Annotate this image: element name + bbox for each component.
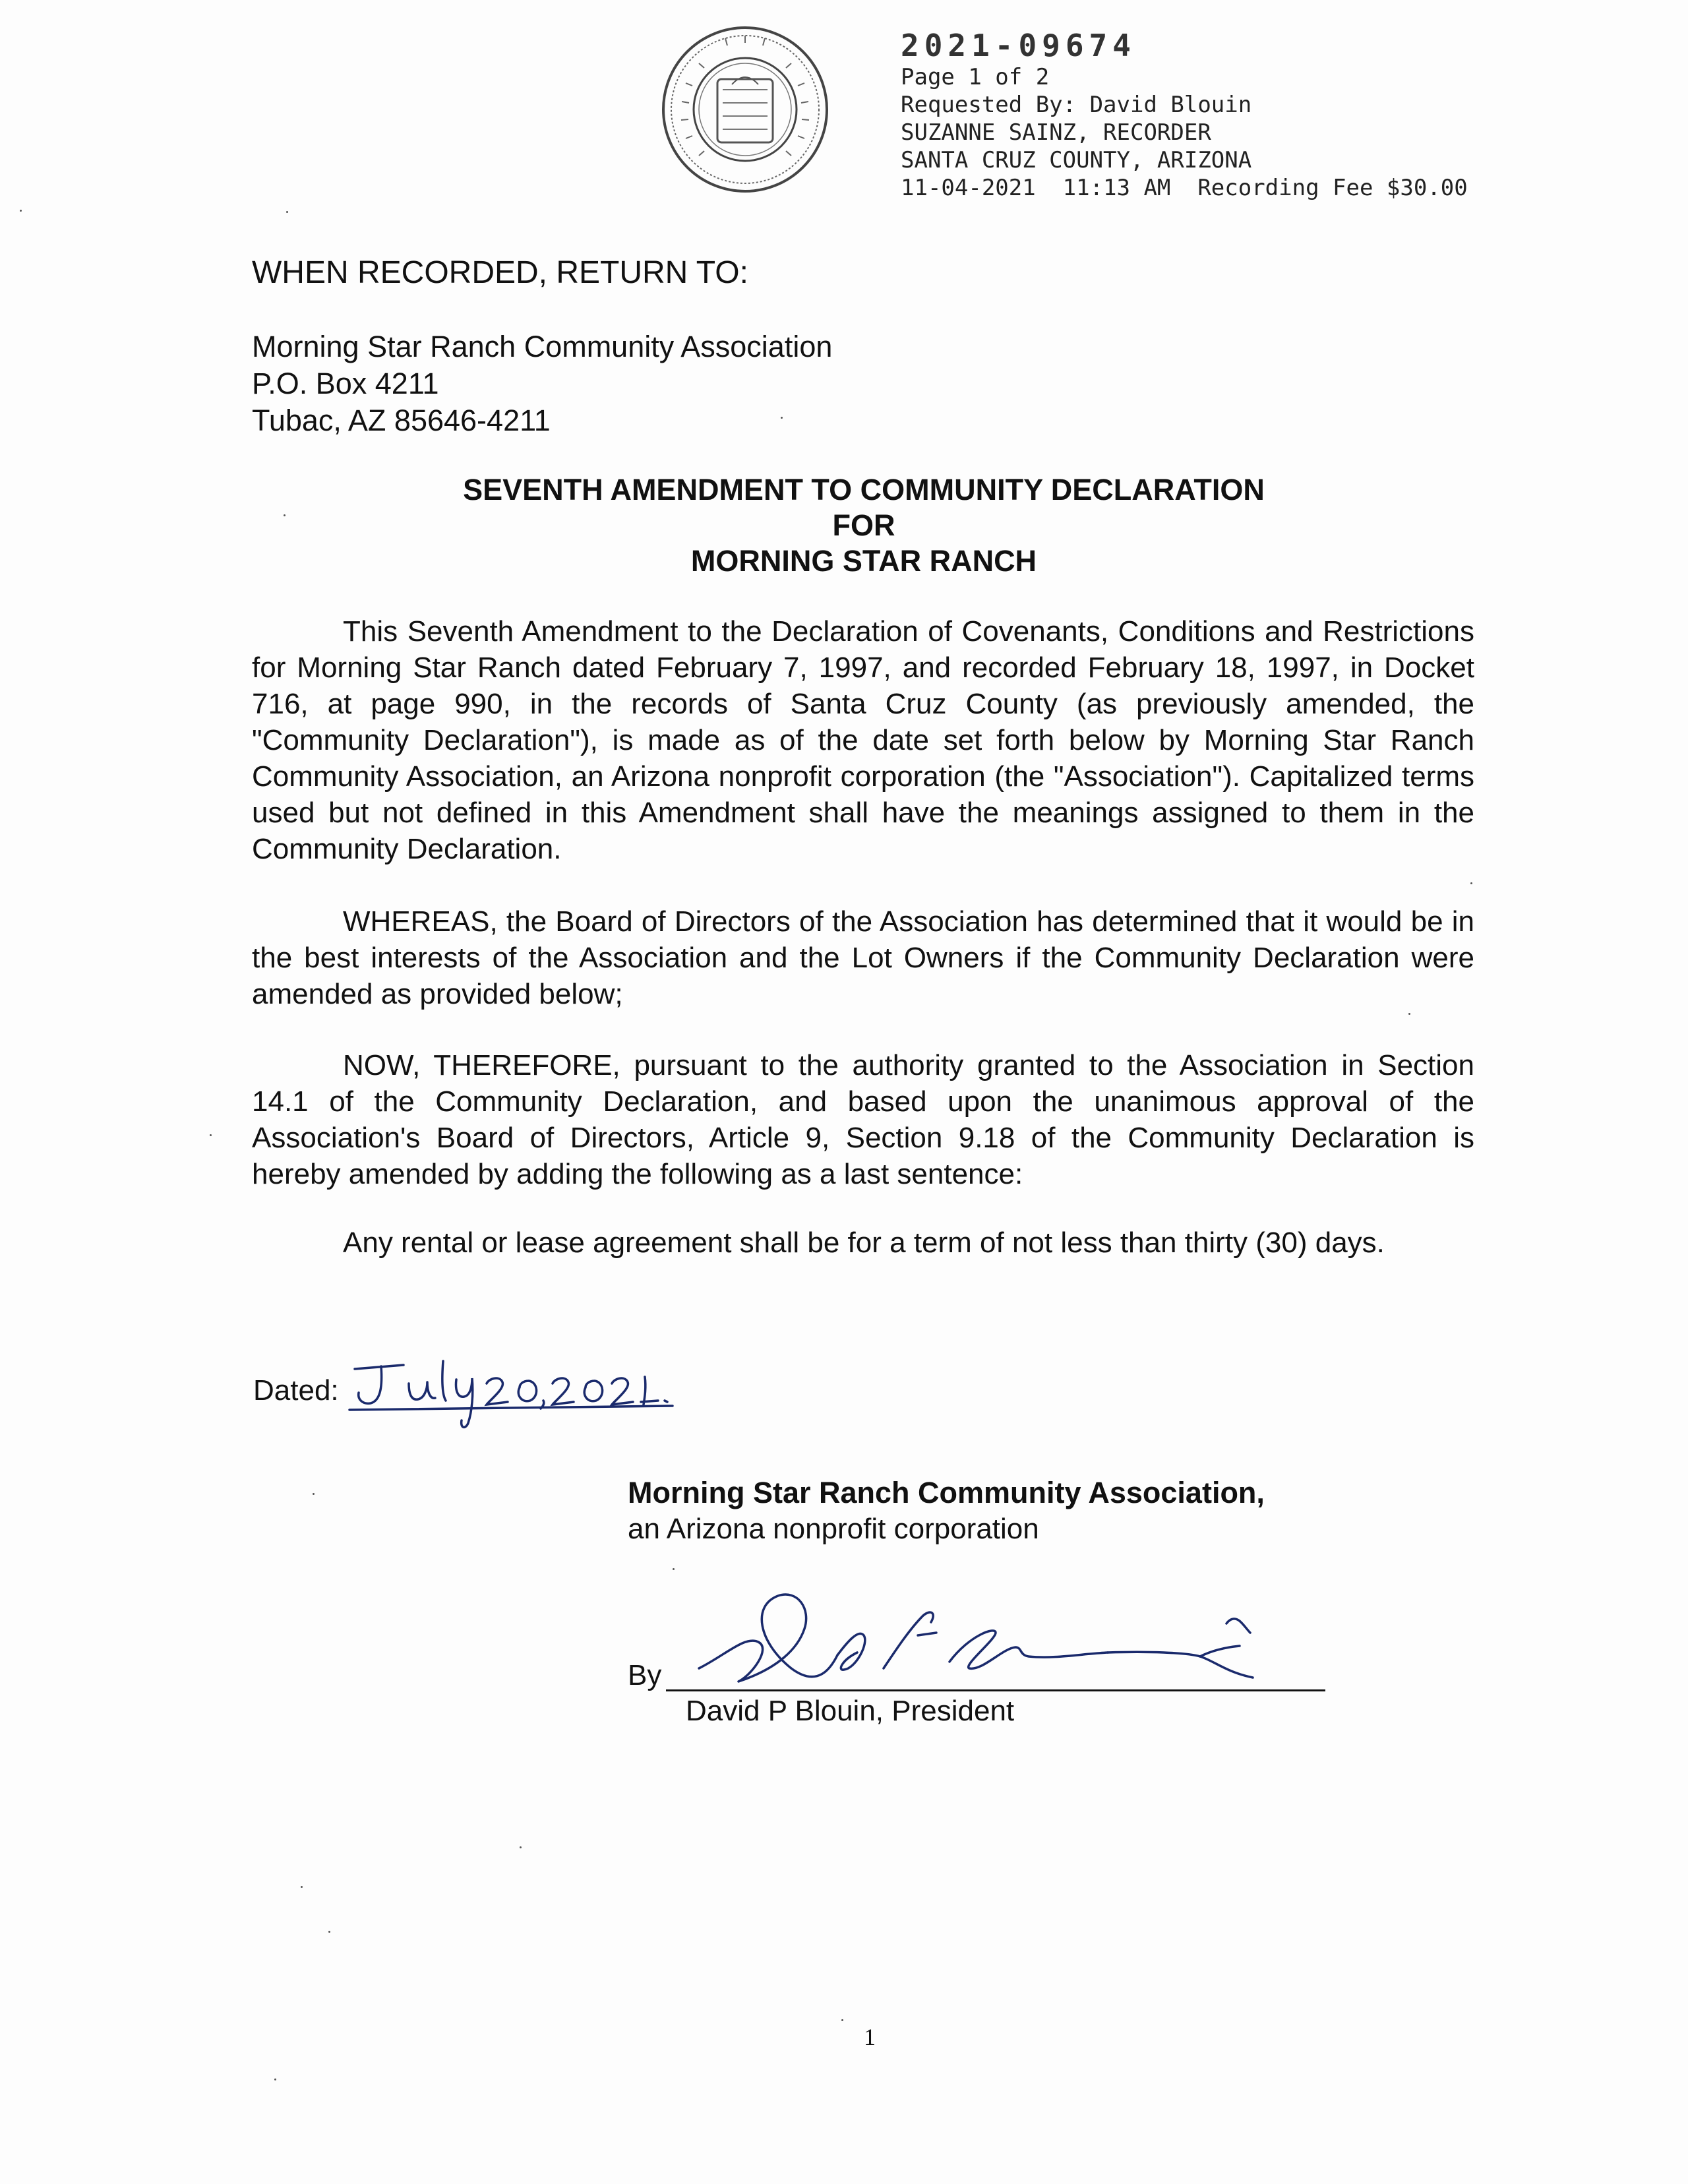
intro-paragraph-text: This Seventh Amendment to the Declaration of Covenants, Conditions and Restrictions for Morning Star Ranch dated February 7, 1997, and recorded February 18, 1997, in Docket 716, at page 990, in the records of Santa Cruz County (as previously amended, the "Community Declaration"), is made as of the date set forth below by Morning Star Ranch Community Association, an Arizona nonprofit corporation (the "Association"). Capitalized terms used but not defined in this Amendment shall have the meanings assigned to them in the Community Declaration. xyxy=(252,615,1474,865)
page-count: Page 1 of 2 xyxy=(901,64,1050,90)
whereas-paragraph xyxy=(252,903,1474,1012)
scan-speck xyxy=(313,1493,315,1495)
recorder-name: SUZANNE SAINZ, RECORDER xyxy=(901,119,1211,146)
document-title xyxy=(369,472,1358,579)
signature-line xyxy=(666,1689,1325,1691)
by-label: By xyxy=(628,1659,662,1691)
recording-date-fee: 11-04-2021 11:13 AM Recording Fee $30.00 xyxy=(901,175,1468,201)
return-to-heading: WHEN RECORDED, RETURN TO: xyxy=(252,255,748,290)
scan-speck xyxy=(781,417,783,419)
recording-stamp xyxy=(901,28,1468,202)
scan-speck xyxy=(301,1886,303,1888)
scan-speck xyxy=(673,1568,675,1570)
scan-speck xyxy=(210,1134,212,1136)
scan-speck xyxy=(1408,1013,1410,1015)
scan-speck xyxy=(284,514,286,516)
whereas-paragraph-text: WHEREAS, the Board of Directors of the Association has determined that it would be in the best interests of the Association and the Lot Owners if the Community Declaration were amended as provided below; xyxy=(252,905,1474,1010)
county-seal-icon xyxy=(659,24,831,195)
scan-speck xyxy=(841,2019,843,2021)
rental-clause: Any rental or lease agreement shall be for a term of not less than thirty (30) days. xyxy=(343,1227,1385,1259)
now-therefore-paragraph-text: NOW, THEREFORE, pursuant to the authority granted to the Association in Section 14.1 of the Community Declaration, and based upon the unanimous approval of the Association's Board of Directors, Article 9, Section 9.18 of the Community Declaration is hereby amended by adding the following as a last sentence: xyxy=(252,1049,1474,1190)
association-type: an Arizona nonprofit corporation xyxy=(628,1513,1039,1545)
handwritten-date xyxy=(343,1345,738,1431)
now-therefore-paragraph xyxy=(252,1047,1474,1192)
title-line: SEVENTH AMENDMENT TO COMMUNITY DECLARATION xyxy=(463,473,1265,506)
scan-speck xyxy=(286,211,288,213)
title-line: MORNING STAR RANCH xyxy=(690,544,1037,578)
scan-speck xyxy=(520,1846,522,1848)
return-address-line: P.O. Box 4211 xyxy=(252,367,439,400)
scan-speck xyxy=(274,2078,276,2080)
page-number: 1 xyxy=(864,2024,876,2050)
intro-paragraph xyxy=(252,613,1474,867)
county-name: SANTA CRUZ COUNTY, ARIZONA xyxy=(901,147,1252,173)
association-name: Morning Star Ranch Community Association, xyxy=(628,1476,1265,1509)
scan-speck xyxy=(1470,882,1472,884)
return-address-line: Morning Star Ranch Community Association xyxy=(252,330,833,363)
document-number: 2021-09674 xyxy=(901,28,1136,63)
return-address xyxy=(252,328,832,439)
signer-name: David P Blouin, President xyxy=(686,1695,1015,1727)
dated-label: Dated: xyxy=(253,1374,339,1407)
requested-by: Requested By: David Blouin xyxy=(901,92,1252,118)
scan-speck xyxy=(328,1931,330,1933)
return-address-line: Tubac, AZ 85646-4211 xyxy=(252,404,551,437)
scan-speck xyxy=(20,210,22,212)
title-line: FOR xyxy=(832,508,895,542)
